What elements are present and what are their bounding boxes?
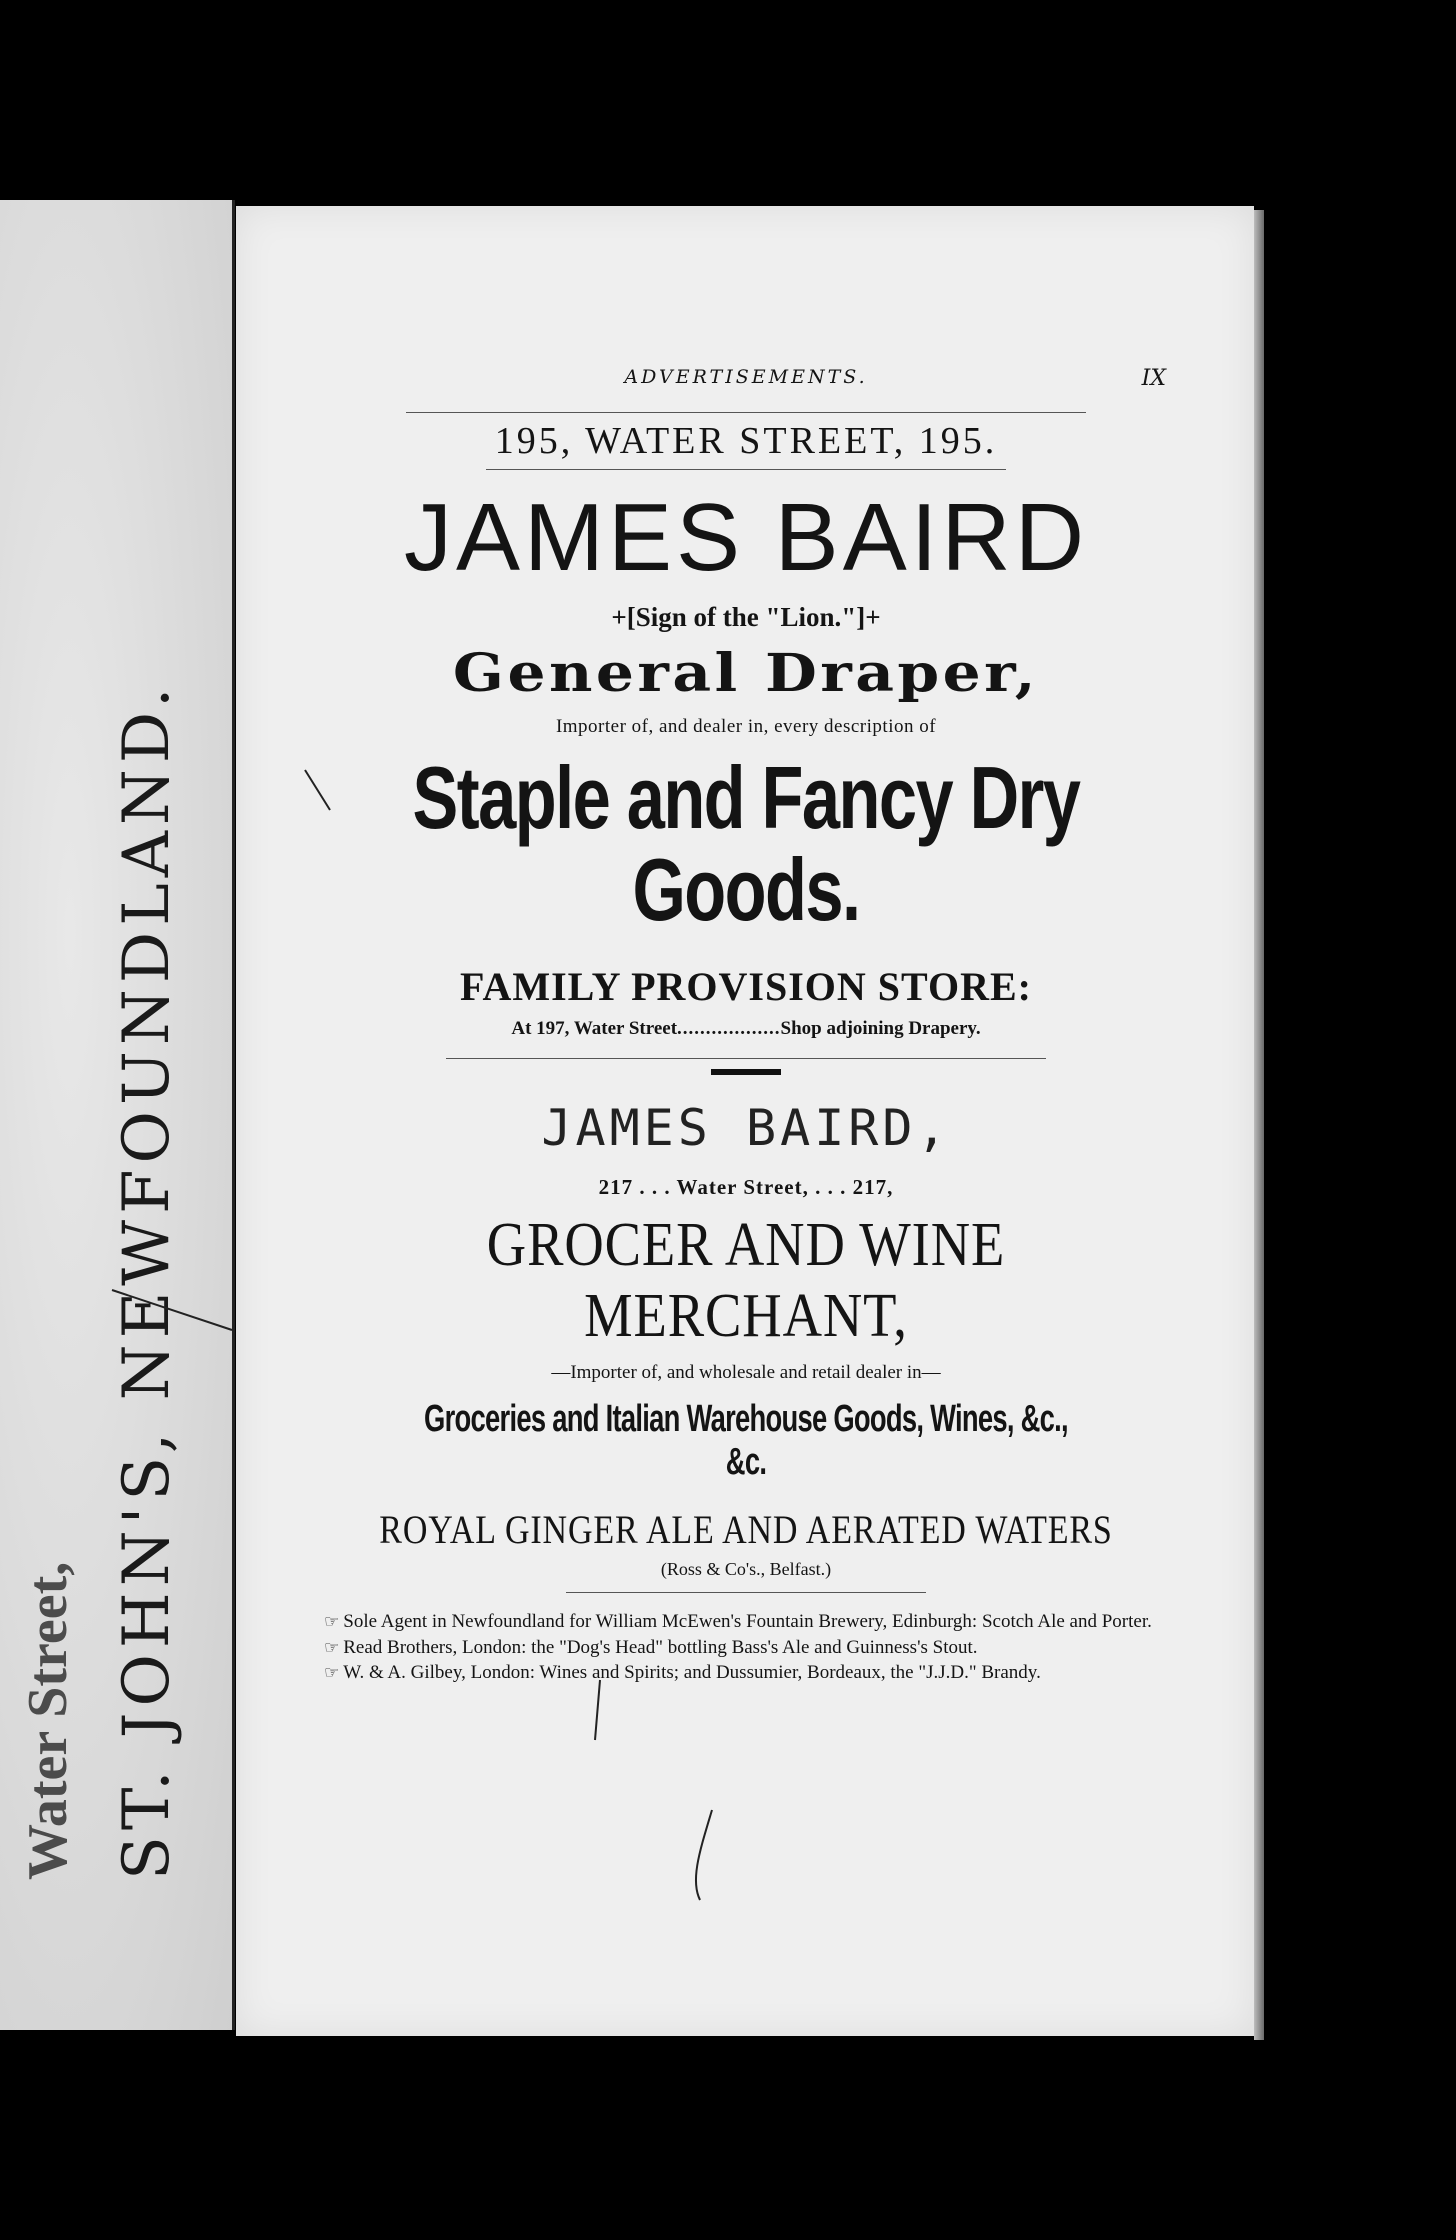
stray-mark — [696, 1810, 712, 1900]
ad2-ross-note: (Ross & Co's., Belfast.) — [660, 1558, 832, 1579]
ad1-goods: Staple and Fancy Dry Goods. — [412, 748, 1080, 940]
ad1-merchant-name: JAMES BAIRD — [403, 484, 1089, 591]
ad1-sign: +[Sign of the "Lion."]+ — [611, 602, 881, 632]
stray-mark — [112, 1290, 232, 1330]
ad2-merchant-name: JAMES BAIRD, — [541, 1098, 951, 1157]
running-title: ADVERTISEMENTS. — [624, 366, 868, 388]
ad1-location: At 197, Water Street — [511, 1017, 678, 1039]
stray-mark — [595, 1680, 600, 1740]
ad2-goods: Groceries and Italian Warehouse Goods, Wines, &c., &c. — [424, 1397, 1068, 1483]
agency-note-text: W. & A. Gilbey, London: Wines and Spirits; and Dussumier, Bordeaux, the "J.J.D." Brandy. — [343, 1662, 1041, 1684]
pointing-hand-icon: ☞ — [324, 1663, 340, 1684]
left-page-vertical-text: ST. JOHN'S, NEWFOUNDLAND. — [110, 681, 184, 1880]
leader-dots: .................. — [677, 1017, 781, 1039]
ad1-address: 195, WATER STREET, 195. — [494, 420, 998, 462]
ad1-trade: General Draper, — [452, 643, 1040, 704]
agency-note-text: Read Brothers, London: the "Dog's Head" bottling Bass's Ale and Guinness's Stout. — [343, 1636, 978, 1658]
stray-mark — [305, 770, 330, 810]
ad2-ginger-ale: ROYAL GINGER ALE AND AERATED WATERS — [379, 1506, 1113, 1552]
pointing-hand-icon: ☞ — [324, 1611, 340, 1632]
ad1-provision-store: FAMILY PROVISION STORE: — [460, 963, 1032, 1009]
ad2-trade: GROCER AND WINE MERCHANT, — [486, 1210, 1006, 1350]
left-page-faint-text: Water Street, — [17, 1561, 79, 1880]
page-number: IX — [1141, 366, 1166, 391]
agency-note-text: Sole Agent in Newfoundland for William McEwen's Fountain Brewery, Edinburgh: Scotch Ale and Porter. — [343, 1610, 1152, 1632]
ad2-importer-line: —Importer of, and wholesale and retail dealer in— — [551, 1361, 941, 1383]
ad1-importer-line: Importer of, and dealer in, every description of — [555, 716, 937, 737]
ad2-street: 217 . . . Water Street, . . . 217, — [598, 1174, 894, 1199]
pointing-hand-icon: ☞ — [324, 1637, 340, 1658]
ad1-location-note: Shop adjoining Drapery. — [780, 1017, 981, 1039]
